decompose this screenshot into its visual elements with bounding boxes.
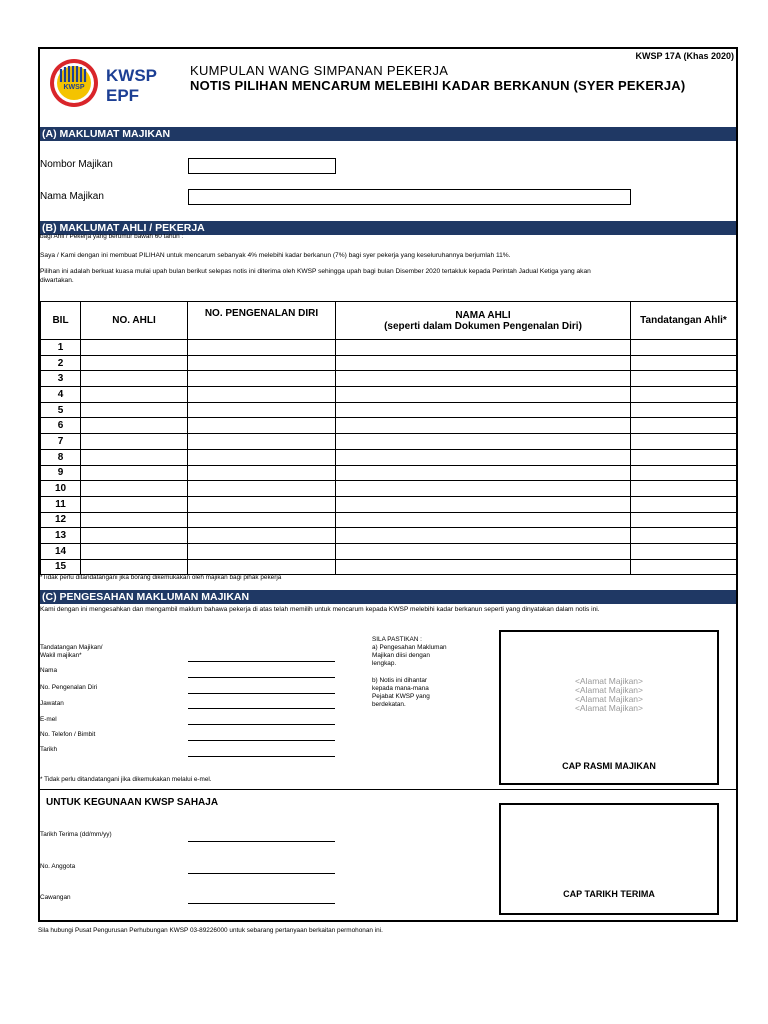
row-member-no[interactable] xyxy=(81,481,188,497)
confirm-b-1: b) Notis ini dihantar xyxy=(372,677,428,684)
signature-label-1: Tandatangan Majikan/ xyxy=(40,644,103,651)
section-b-footnote: *Tidak perlu ditandatangani jika borang dikemukakan oleh majikan bagi pihak pekerja xyxy=(40,574,282,581)
row-signature[interactable] xyxy=(631,355,737,371)
members-table-header xyxy=(41,302,737,340)
table-row xyxy=(41,465,737,481)
row-member-name[interactable] xyxy=(336,465,631,481)
row-id-no[interactable] xyxy=(188,543,336,559)
table-row xyxy=(41,496,737,512)
row-bil: 12 xyxy=(41,512,81,528)
row-signature[interactable] xyxy=(631,512,737,528)
row-id-no[interactable] xyxy=(188,481,336,497)
address-placeholder-3: <Alamat Majikan> xyxy=(574,694,644,704)
date-label: Tarikh xyxy=(40,746,58,753)
confirm-b-3: Pejabat KWSP yang xyxy=(372,693,430,700)
row-id-no[interactable] xyxy=(188,496,336,512)
email-line[interactable] xyxy=(188,724,335,725)
row-member-name[interactable] xyxy=(336,481,631,497)
id-label: No. Pengenalan Diri xyxy=(40,684,98,691)
section-c-heading: (C) PENGESAHAN MAKLUMAN MAJIKAN xyxy=(40,590,736,604)
row-member-name[interactable] xyxy=(336,543,631,559)
row-bil: 1 xyxy=(41,340,81,356)
row-id-no[interactable] xyxy=(188,340,336,356)
row-member-name[interactable] xyxy=(336,434,631,450)
date-line[interactable] xyxy=(188,756,335,757)
section-b-heading: (B) MAKLUMAT AHLI / PEKERJA xyxy=(40,221,736,235)
table-row xyxy=(41,481,737,497)
row-member-name[interactable] xyxy=(336,371,631,387)
footer-contact: Sila hubungi Pusat Pengurusan Perhubungan KWSP 03-89226000 untuk sebarang pertanyaan berkaitan permohonan ini. xyxy=(38,927,383,934)
table-row xyxy=(41,402,737,418)
logo-seal-text: KWSP xyxy=(63,84,85,91)
table-row xyxy=(41,559,737,575)
row-signature[interactable] xyxy=(631,496,737,512)
row-signature[interactable] xyxy=(631,371,737,387)
table-row xyxy=(41,434,737,450)
row-signature[interactable] xyxy=(631,387,737,403)
name-line[interactable] xyxy=(188,677,335,678)
col-signature: Tandatangan Ahli* xyxy=(631,302,737,340)
row-member-name[interactable] xyxy=(336,559,631,575)
row-id-no[interactable] xyxy=(188,465,336,481)
organization-name: KUMPULAN WANG SIMPANAN PEKERJA xyxy=(190,63,449,78)
row-signature[interactable] xyxy=(631,465,737,481)
address-placeholder-2: <Alamat Majikan> xyxy=(574,685,644,695)
branch-line[interactable] xyxy=(188,903,335,904)
row-bil: 14 xyxy=(41,543,81,559)
phone-label: No. Telefon / Bimbit xyxy=(40,731,96,738)
col-bil: BIL xyxy=(41,302,81,340)
row-member-no[interactable] xyxy=(81,512,188,528)
row-signature[interactable] xyxy=(631,528,737,544)
confirm-a-2: Majikan diisi dengan xyxy=(372,652,430,659)
col-id-no: NO. PENGENALAN DIRI xyxy=(188,302,336,340)
confirm-a-1: a) Pengesahan Makluman xyxy=(372,644,447,651)
row-member-name[interactable] xyxy=(336,418,631,434)
row-member-name[interactable] xyxy=(336,496,631,512)
row-signature[interactable] xyxy=(631,449,737,465)
employer-name-input[interactable] xyxy=(188,189,631,205)
employer-number-label: Nombor Majikan xyxy=(40,159,113,170)
row-id-no[interactable] xyxy=(188,449,336,465)
table-row xyxy=(41,355,737,371)
employer-number-input[interactable] xyxy=(188,158,336,174)
row-id-no[interactable] xyxy=(188,434,336,450)
table-row xyxy=(41,528,737,544)
row-id-no[interactable] xyxy=(188,402,336,418)
row-signature[interactable] xyxy=(631,418,737,434)
section-b-effective-1: Pilihan ini adalah berkuat kuasa mulai upah bulan berikut selepas notis ini diterima oleh KWSP sehingga upah bagi bulan Disember 2020 tertakluk kepada Perintah Jadual Ketiga yang akan xyxy=(40,268,591,275)
row-member-name[interactable] xyxy=(336,387,631,403)
row-member-no[interactable] xyxy=(81,387,188,403)
row-id-no[interactable] xyxy=(188,559,336,575)
email-label: E-mel xyxy=(40,716,57,723)
position-line[interactable] xyxy=(188,708,335,709)
row-member-no[interactable] xyxy=(81,371,188,387)
phone-line[interactable] xyxy=(188,740,335,741)
row-bil: 11 xyxy=(41,496,81,512)
row-id-no[interactable] xyxy=(188,528,336,544)
name-label: Nama xyxy=(40,667,58,674)
row-bil: 8 xyxy=(41,449,81,465)
row-member-no[interactable] xyxy=(81,340,188,356)
date-received-label: Tarikh Terima (dd/mm/yy) xyxy=(40,831,112,838)
row-member-name[interactable] xyxy=(336,402,631,418)
table-row xyxy=(41,387,737,403)
signature-line[interactable] xyxy=(188,661,335,662)
row-bil: 2 xyxy=(41,355,81,371)
table-row xyxy=(41,449,737,465)
address-placeholder-1: <Alamat Majikan> xyxy=(574,676,644,686)
row-bil: 4 xyxy=(41,387,81,403)
row-member-no[interactable] xyxy=(81,434,188,450)
member-count-line[interactable] xyxy=(188,873,335,874)
section-c-statement: Kami dengan ini mengesahkan dan mengambil maklum bahawa pekerja di atas telah memilih untuk mencarum kepada KWSP melebihi kadar berkanun seperti yang dinyatakan dalam notis ini. xyxy=(40,606,600,613)
row-signature[interactable] xyxy=(631,543,737,559)
employer-stamp-label: CAP RASMI MAJIKAN xyxy=(562,761,656,771)
row-member-name[interactable] xyxy=(336,355,631,371)
table-row xyxy=(41,371,737,387)
row-bil: 5 xyxy=(41,402,81,418)
section-b-effective-2: diwartakan. xyxy=(40,277,74,284)
row-member-no[interactable] xyxy=(81,559,188,575)
row-id-no[interactable] xyxy=(188,387,336,403)
kwsp-logo xyxy=(44,55,170,111)
row-signature[interactable] xyxy=(631,340,737,356)
confirm-b-2: kepada mana-mana xyxy=(372,685,429,692)
confirm-a-3: lengkap. xyxy=(372,660,397,667)
id-line[interactable] xyxy=(188,693,335,694)
form-code: KWSP 17A (Khas 2020) xyxy=(635,51,734,61)
table-row xyxy=(41,418,737,434)
col-member-name-sub: (seperti dalam Dokumen Pengenalan Diri) xyxy=(384,320,582,332)
row-member-name[interactable] xyxy=(336,512,631,528)
row-member-no[interactable] xyxy=(81,496,188,512)
row-member-no[interactable] xyxy=(81,449,188,465)
row-bil: 13 xyxy=(41,528,81,544)
date-received-stamp-label: CAP TARIKH TERIMA xyxy=(563,889,655,899)
address-placeholder-4: <Alamat Majikan> xyxy=(574,703,644,713)
row-signature[interactable] xyxy=(631,402,737,418)
date-received-line[interactable] xyxy=(188,841,335,842)
employer-name-label: Nama Majikan xyxy=(40,191,104,202)
confirm-b-4: berdekatan. xyxy=(372,701,406,708)
col-member-name-title: NAMA AHLI xyxy=(455,309,511,321)
table-row xyxy=(41,340,737,356)
row-member-no[interactable] xyxy=(81,402,188,418)
row-bil: 9 xyxy=(41,465,81,481)
logo-text-epf: EPF xyxy=(106,86,140,105)
row-bil: 6 xyxy=(41,418,81,434)
row-member-no[interactable] xyxy=(81,528,188,544)
branch-label: Cawangan xyxy=(40,894,71,901)
table-row xyxy=(41,543,737,559)
row-member-no[interactable] xyxy=(81,355,188,371)
table-row xyxy=(41,512,737,528)
row-id-no[interactable] xyxy=(188,418,336,434)
row-id-no[interactable] xyxy=(188,512,336,528)
row-member-name[interactable] xyxy=(336,449,631,465)
section-b-clipped-note: bagi Ahli / Pekerja yang berumur bawah 60 tahun : xyxy=(40,234,184,240)
confirm-title: SILA PASTIKAN : xyxy=(372,636,422,643)
position-label: Jawatan xyxy=(40,700,64,707)
row-bil: 3 xyxy=(41,371,81,387)
row-member-no[interactable] xyxy=(81,418,188,434)
row-signature[interactable] xyxy=(631,481,737,497)
office-use-heading: UNTUK KEGUNAAN KWSP SAHAJA xyxy=(46,797,219,808)
form-title: NOTIS PILIHAN MENCARUM MELEBIHI KADAR BERKANUN (SYER PEKERJA) xyxy=(190,78,686,93)
row-bil: 10 xyxy=(41,481,81,497)
row-bil: 15 xyxy=(41,559,81,575)
row-signature[interactable] xyxy=(631,559,737,575)
signature-label-2: Wakil majikan* xyxy=(40,652,82,659)
section-a-heading: (A) MAKLUMAT MAJIKAN xyxy=(40,127,736,141)
member-count-label: No. Anggota xyxy=(40,863,76,870)
row-member-name[interactable] xyxy=(336,528,631,544)
section-b-statement: Saya / Kami dengan ini membuat PILIHAN untuk mencarum sebanyak 4% melebihi kadar berkanun (7%) bagi syer pekerja yang keseluruhannya berjumlah 11%. xyxy=(40,252,511,259)
office-use-divider xyxy=(40,789,737,790)
logo-text-kwsp: KWSP xyxy=(106,66,157,85)
row-id-no[interactable] xyxy=(188,355,336,371)
row-signature[interactable] xyxy=(631,434,737,450)
row-bil: 7 xyxy=(41,434,81,450)
row-id-no[interactable] xyxy=(188,371,336,387)
row-member-name[interactable] xyxy=(336,340,631,356)
col-member-name xyxy=(336,302,631,340)
row-member-no[interactable] xyxy=(81,543,188,559)
members-table xyxy=(40,301,737,575)
row-member-no[interactable] xyxy=(81,465,188,481)
section-c-footnote: * Tidak perlu ditandatangani jika dikemukakan melalui e-mel. xyxy=(40,776,212,783)
col-member-no: NO. AHLI xyxy=(81,302,188,340)
